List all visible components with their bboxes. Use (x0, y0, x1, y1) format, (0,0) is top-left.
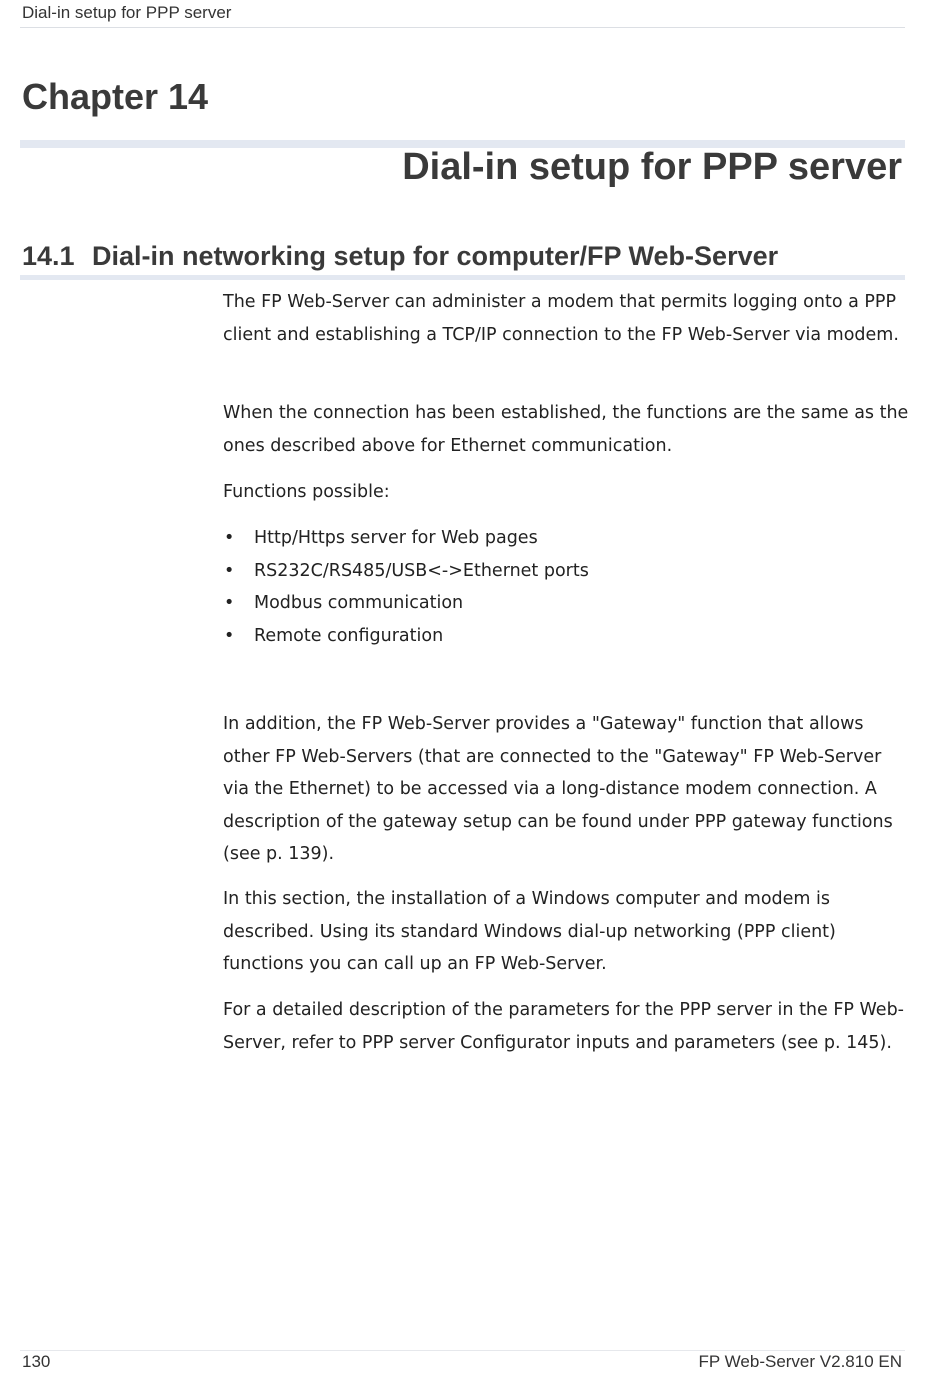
bullet-icon: • (224, 625, 235, 646)
section-heading (22, 241, 778, 272)
document-title: FP Web-Server V2.810 EN (698, 1352, 902, 1371)
section-number: 14.1 (22, 241, 75, 271)
chapter-title: Dial-in setup for PPP server (402, 146, 902, 188)
page-number: 130 (22, 1352, 51, 1371)
list-item (223, 587, 903, 620)
section-divider (20, 275, 905, 280)
paragraph-installation: In this section, the installation of a Windows computer and modem is described. Using its standard Windows dial-up networking (PPP client) functions you can call up an FP Web-Server. (223, 889, 836, 974)
list-item-text: Remote configuration (254, 625, 444, 646)
section-title: Dial-in networking setup for computer/FP Web-Server (92, 241, 779, 271)
running-header: Dial-in setup for PPP server (22, 3, 232, 22)
bullet-icon: • (224, 528, 235, 548)
paragraph-functions-label: Functions possible: (223, 482, 390, 502)
paragraph-parameters: For a detailed description of the parameters for the PPP server in the FP Web-Server, refer to PPP server Configurator inputs and parameters (see p. 145). (223, 1000, 904, 1053)
paragraph-connection: When the connection has been established, the functions are the same as the ones described above for Ethernet communication. (223, 403, 909, 456)
paragraph-modem-intro: The FP Web-Server can administer a modem that permits logging onto a PPP client and establishing a TCP/IP connection to the FP Web-Server via modem. (223, 292, 899, 345)
list-item (223, 555, 903, 588)
list-item-text: Http/Https server for Web pages (254, 528, 538, 548)
header-divider (20, 27, 905, 28)
chapter-label: Chapter 14 (22, 76, 209, 117)
list-item (223, 522, 903, 555)
bullet-icon: • (224, 560, 235, 581)
list-item (223, 620, 903, 653)
functions-list (223, 522, 903, 652)
footer-divider (20, 1350, 905, 1351)
paragraph-gateway: In addition, the FP Web-Server provides a "Gateway" function that allows other FP Web-Servers (that are connected to the "Gateway" FP Web-Server via the Ethernet) to be accessed via a long-distance modem connection. A description of the gateway setup can be found under PPP gateway functions (see p. 139). (223, 714, 893, 864)
list-item-text: RS232C/RS485/USB<->Ethernet ports (254, 560, 589, 581)
bullet-icon: • (224, 593, 235, 613)
list-item-text: Modbus communication (254, 593, 464, 613)
